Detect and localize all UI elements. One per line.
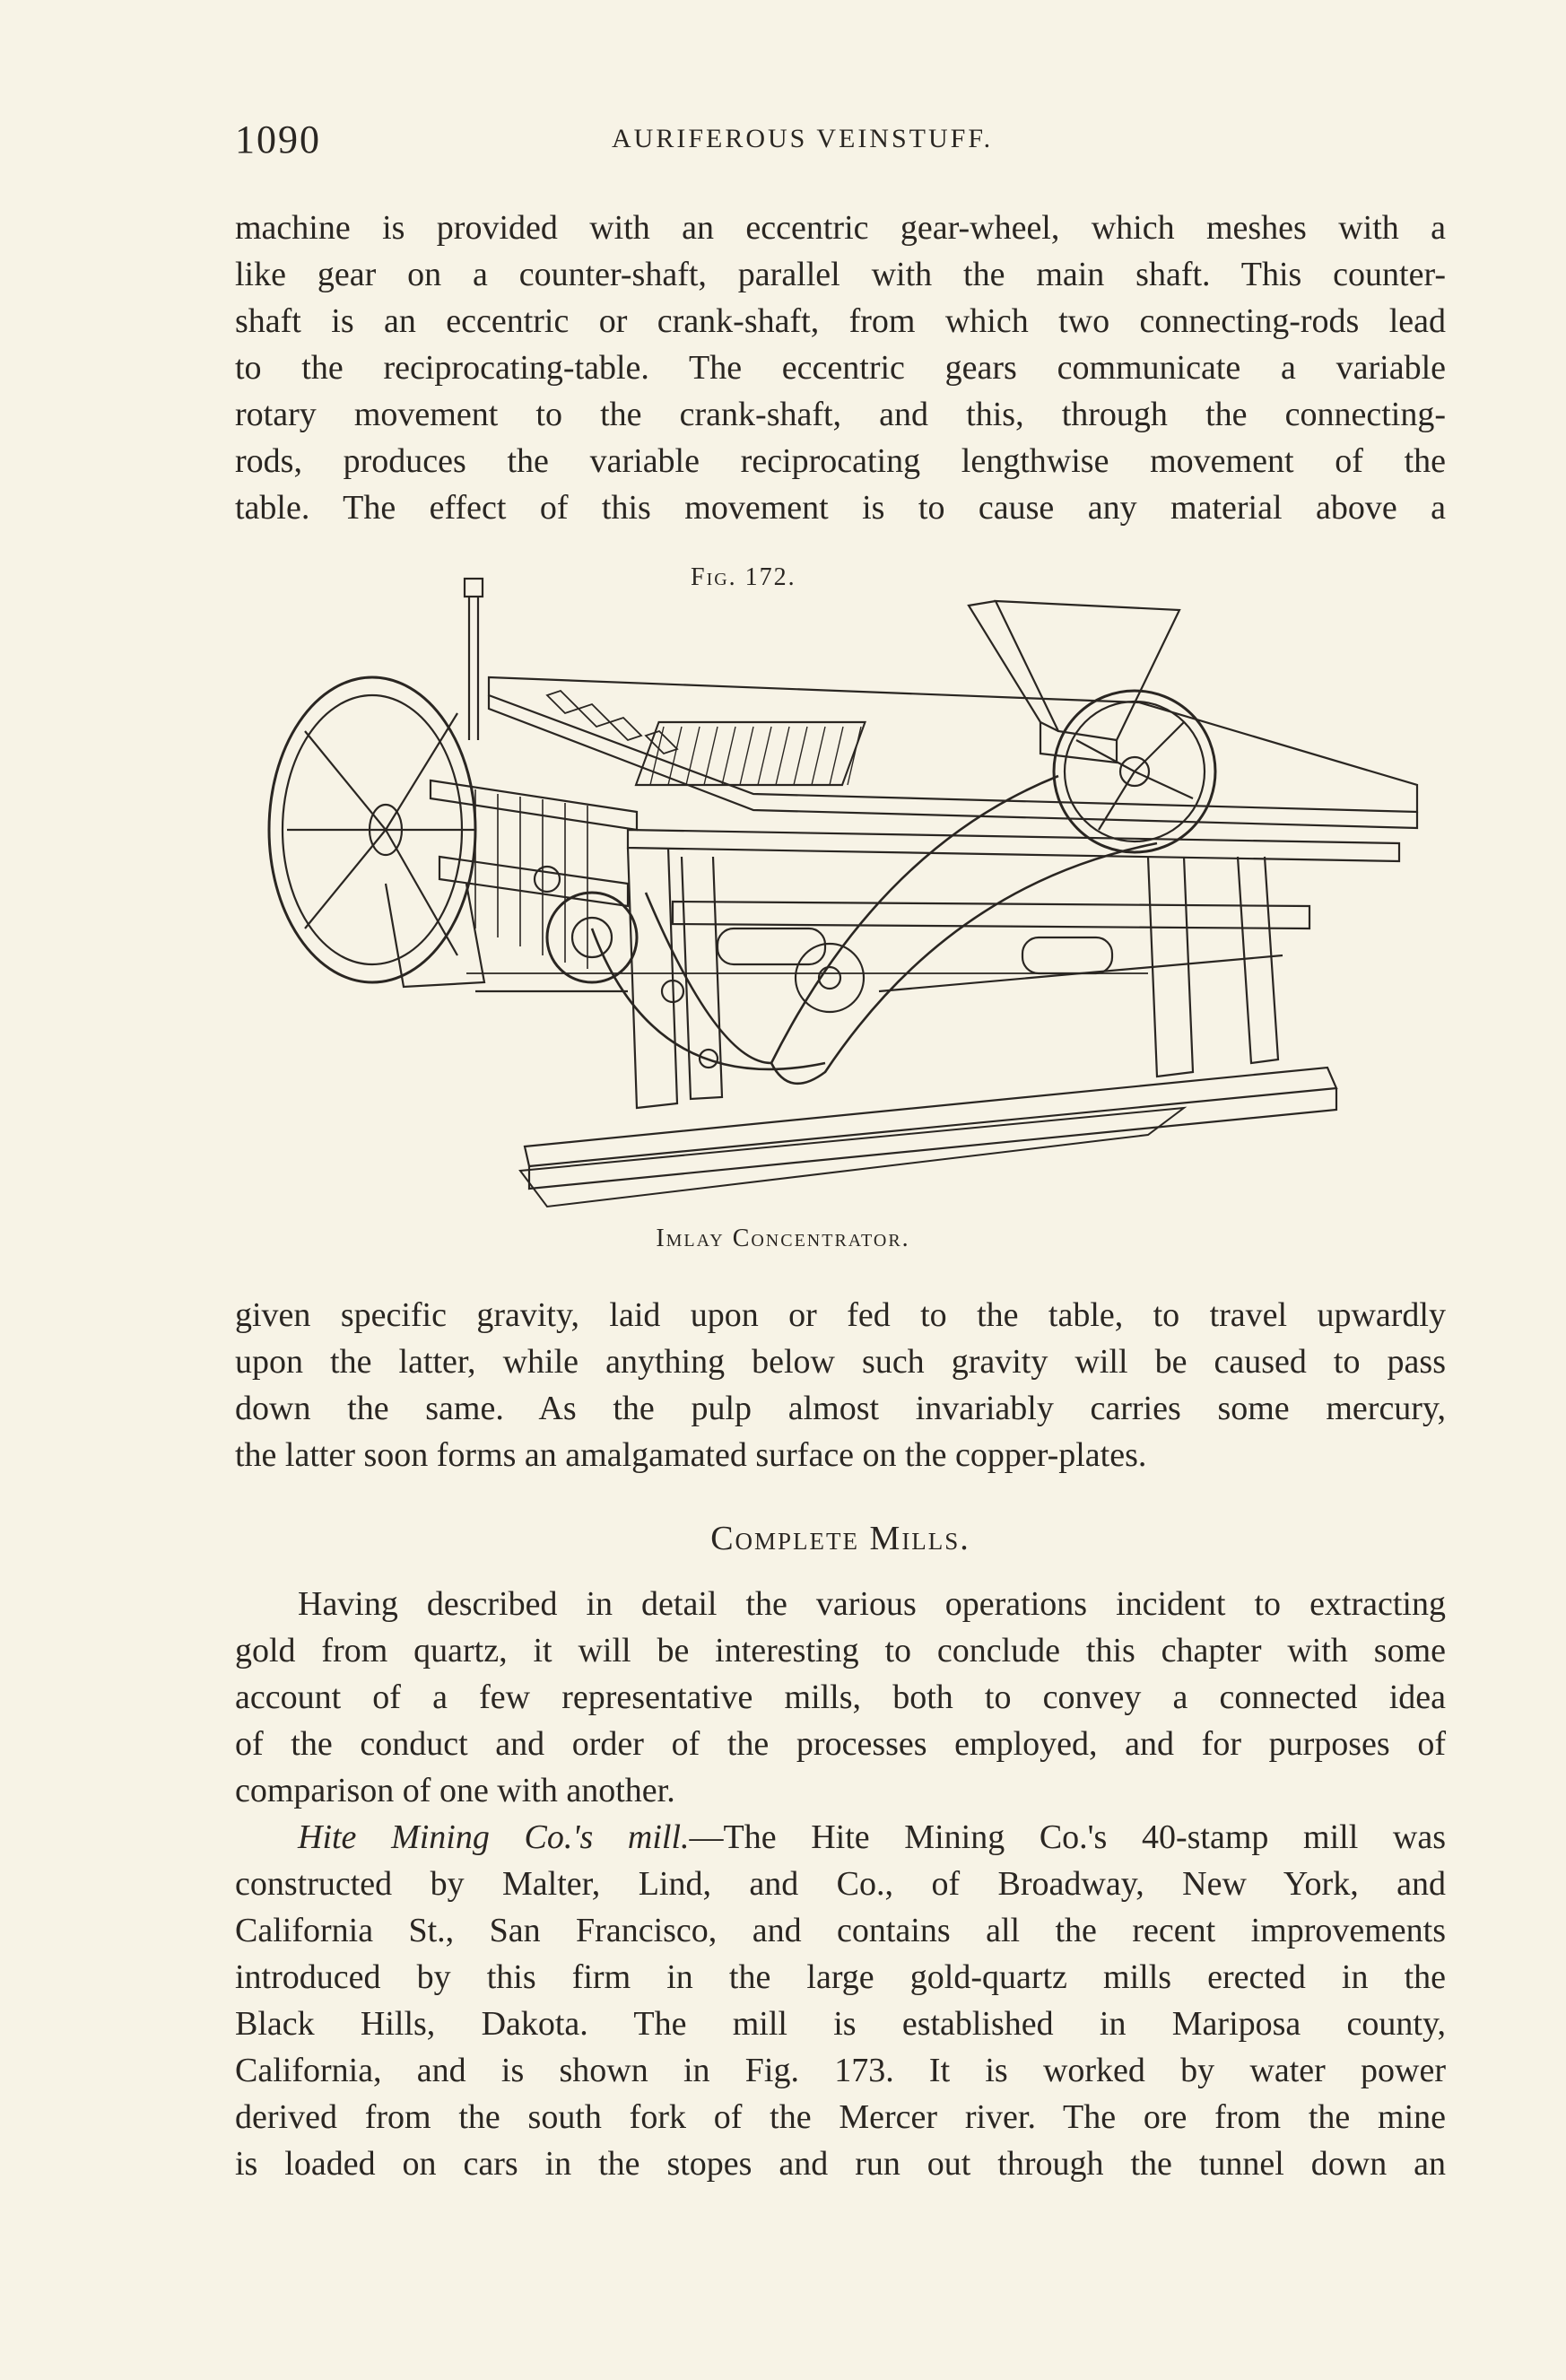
text-line: table. The effect of this movement is to cause any material above a xyxy=(235,489,1446,527)
text-line: derived from the south fork of the Mercer river. The ore from the mine xyxy=(235,2098,1446,2136)
section-heading: Complete Mills. xyxy=(710,1520,970,1557)
text-line: comparison of one with another. xyxy=(235,1772,675,1809)
text-line: of the conduct and order of the processes employed, and for purposes of xyxy=(235,1725,1446,1763)
text-line xyxy=(235,1814,1446,1861)
text-line: rotary movement to the crank-shaft, and this, through the connecting- xyxy=(235,396,1446,433)
figure-caption: Imlay Concentrator. xyxy=(656,1225,910,1252)
text-line: constructed by Malter, Lind, and Co., of Broadway, New York, and xyxy=(235,1865,1446,1903)
imlay-concentrator-illustration xyxy=(251,561,1435,1225)
page-number: 1090 xyxy=(235,118,321,161)
text-line: down the same. As the pulp almost invariably carries some mercury, xyxy=(235,1390,1446,1427)
paragraph-1 xyxy=(235,205,1446,531)
running-head xyxy=(235,117,1446,170)
paragraph-4 xyxy=(235,1814,1446,2187)
figure-172 xyxy=(251,561,1435,1225)
text-line: shaft is an eccentric or crank-shaft, from which two connecting-rods lead xyxy=(235,302,1446,340)
running-title: AURIFEROUS VEINSTUFF. xyxy=(612,124,994,153)
text-line: introduced by this firm in the large gold-quartz mills erected in the xyxy=(235,1958,1446,1996)
text-line: rods, produces the variable reciprocating lengthwise movement of the xyxy=(235,442,1446,480)
text-line: account of a few representative mills, both to convey a connected idea xyxy=(235,1678,1446,1716)
text-line: Having described in detail the various operations incident to extracting xyxy=(298,1585,1446,1623)
text-line: given specific gravity, laid upon or fed to the table, to travel upwardly xyxy=(235,1296,1446,1334)
text-line: Black Hills, Dakota. The mill is established in Mariposa county, xyxy=(235,2005,1446,2043)
first-line-rest: —The Hite Mining Co.'s 40-stamp mill was xyxy=(689,1818,1446,1856)
paragraph-3 xyxy=(235,1581,1446,1814)
figure-label: Fig. 172. xyxy=(691,563,796,591)
text-line: the latter soon forms an amalgamated surface on the copper-plates. xyxy=(235,1436,1147,1474)
text-line: machine is provided with an eccentric gear-wheel, which meshes with a xyxy=(235,209,1446,247)
paragraph-2 xyxy=(235,1292,1446,1478)
text-line: to the reciprocating-table. The eccentric gears communicate a variable xyxy=(235,349,1446,387)
text-line: upon the latter, while anything below such gravity will be caused to pass xyxy=(235,1343,1446,1381)
text-line: is loaded on cars in the stopes and run out through the tunnel down an xyxy=(235,2145,1446,2183)
italic-lead: Hite Mining Co.'s mill. xyxy=(298,1818,690,1856)
text-line: California St., San Francisco, and contains all the recent improvements xyxy=(235,1912,1446,1949)
text-line: gold from quartz, it will be interesting to conclude this chapter with some xyxy=(235,1632,1446,1669)
text-line: like gear on a counter-shaft, parallel with the main shaft. This counter- xyxy=(235,256,1446,293)
text-line: California, and is shown in Fig. 173. It is worked by water power xyxy=(235,2052,1446,2089)
